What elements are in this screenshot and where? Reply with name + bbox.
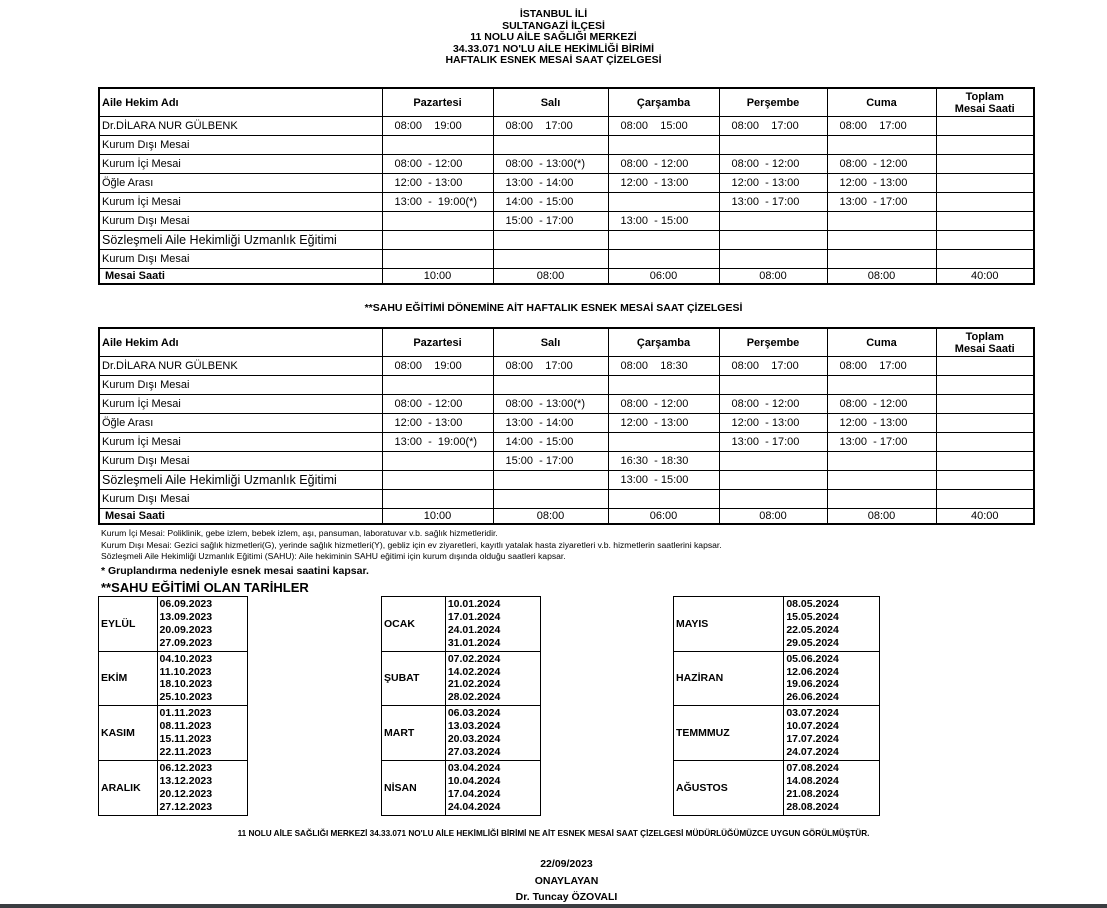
training-date: 14.02.2024	[447, 665, 501, 678]
month-row	[382, 597, 541, 652]
table-row	[99, 433, 1034, 452]
total-header-line1: Toplam	[965, 330, 1004, 343]
training-date: 21.02.2024	[447, 678, 501, 691]
training-date: 28.02.2024	[447, 691, 501, 704]
month-row	[674, 706, 880, 761]
weekly-schedule-table	[98, 87, 1035, 285]
table-row	[99, 414, 1034, 433]
schedule-cell: 13:00 - 17:00	[719, 193, 827, 212]
total-hours-value: 08:00	[493, 509, 608, 525]
row-label: Öğle Arası	[99, 414, 382, 433]
schedule-cell	[827, 212, 936, 231]
month-row	[99, 597, 248, 652]
total-hours-value: 40:00	[936, 509, 1034, 525]
table-row	[99, 117, 1034, 136]
table-row	[99, 471, 1034, 490]
schedule-cell: 08:00 17:00	[719, 117, 827, 136]
training-date: 06.12.2023	[159, 761, 213, 774]
schedule-cell	[608, 231, 719, 250]
approval-date: 22/09/2023	[540, 858, 593, 870]
schedule-cell	[719, 136, 827, 155]
training-date: 05.06.2024	[786, 652, 839, 665]
total-hours-value: 06:00	[608, 269, 719, 285]
row-label: Kurum Dışı Mesai	[99, 452, 382, 471]
schedule-cell	[936, 231, 1034, 250]
bottom-edge-bar	[0, 904, 1107, 908]
schedule-cell: 08:00 18:30	[608, 357, 719, 376]
schedule-cell	[608, 136, 719, 155]
schedule-cell: 08:00 17:00	[493, 117, 608, 136]
schedule-cell	[608, 376, 719, 395]
column-header-tuesday: Salı	[493, 328, 608, 357]
training-date: 26.06.2024	[786, 691, 839, 704]
training-date: 06.03.2024	[447, 707, 501, 720]
column-header-monday: Pazartesi	[382, 88, 493, 117]
training-date: 27.09.2023	[159, 636, 213, 649]
month-name: EYLÜL	[99, 597, 158, 652]
schedule-cell	[493, 490, 608, 509]
training-date: 24.07.2024	[786, 745, 839, 758]
schedule-cell	[827, 452, 936, 471]
schedule-cell: 08:00 19:00	[382, 357, 493, 376]
schedule-cell	[936, 376, 1034, 395]
schedule-cell: 13:00 - 19:00(*)	[382, 433, 493, 452]
schedule-cell: 12:00 - 13:00	[827, 174, 936, 193]
training-date: 11.10.2023	[159, 665, 212, 678]
schedule-cell	[608, 193, 719, 212]
month-row	[99, 760, 248, 815]
sahu-dates-table-1	[98, 596, 248, 816]
month-row	[99, 651, 248, 706]
training-date: 28.08.2024	[786, 800, 839, 813]
row-label: Öğle Arası	[99, 174, 382, 193]
schedule-cell: 08:00 - 12:00	[719, 155, 827, 174]
schedule-cell	[827, 490, 936, 509]
schedule-cell: 08:00 - 12:00	[382, 395, 493, 414]
row-label: Kurum Dışı Mesai	[99, 212, 382, 231]
month-name: AĞUSTOS	[674, 760, 784, 815]
total-hours-value: 08:00	[719, 269, 827, 285]
training-date: 08.05.2024	[786, 598, 839, 610]
training-date: 22.05.2024	[786, 623, 839, 636]
month-dates	[445, 597, 540, 652]
schedule-cell	[719, 212, 827, 231]
schedule-cell	[936, 117, 1034, 136]
column-header-friday: Cuma	[827, 88, 936, 117]
sahu-schedule-table	[98, 327, 1035, 525]
total-hours-value: 08:00	[827, 509, 936, 525]
schedule-cell: 12:00 - 13:00	[827, 414, 936, 433]
schedule-cell: 08:00 - 12:00	[608, 395, 719, 414]
schedule-cell	[719, 452, 827, 471]
training-date: 27.12.2023	[159, 800, 213, 813]
schedule-cell	[719, 231, 827, 250]
month-name: OCAK	[382, 597, 446, 652]
schedule-cell	[936, 452, 1034, 471]
schedule-cell: 08:00 - 12:00	[827, 155, 936, 174]
schedule-cell: 08:00 19:00	[382, 117, 493, 136]
schedule-cell	[382, 136, 493, 155]
schedule-cell: 08:00 17:00	[493, 357, 608, 376]
total-hours-value: 10:00	[382, 269, 493, 285]
schedule-cell	[382, 250, 493, 269]
total-hours-value: 08:00	[493, 269, 608, 285]
month-name: EKİM	[99, 651, 158, 706]
schedule-cell: 12:00 - 13:00	[382, 174, 493, 193]
training-date: 01.11.2023	[159, 707, 212, 720]
column-header-wednesday: Çarşamba	[608, 328, 719, 357]
month-row	[382, 651, 541, 706]
row-label: Kurum Dışı Mesai	[99, 490, 382, 509]
row-label: Kurum Dışı Mesai	[99, 250, 382, 269]
note-sahu: Sözleşmeli Aile Hekimliği Uzmanlık Eğitimi (SAHU): Aile hekiminin SAHU eğitimi için kurum dışında olduğu saatleri kapsar.	[101, 551, 566, 561]
training-date: 15.11.2023	[159, 733, 212, 746]
table-row	[99, 231, 1034, 250]
schedule-cell: 13:00 - 14:00	[493, 174, 608, 193]
month-row	[382, 760, 541, 815]
note-kurum-ici: Kurum İçi Mesai: Poliklinik, gebe izlem, bebek izlem, aşı, pansuman, laboratuvar v.b. sağlık hizmetleridir.	[101, 528, 498, 538]
training-date: 13.03.2024	[447, 720, 501, 733]
schedule-cell: 08:00 - 13:00(*)	[493, 155, 608, 174]
table-header-row	[99, 328, 1034, 357]
schedule-cell: 08:00 - 12:00	[719, 395, 827, 414]
table-row	[99, 212, 1034, 231]
schedule-cell: 08:00 17:00	[827, 117, 936, 136]
schedule-cell	[719, 490, 827, 509]
schedule-cell	[936, 212, 1034, 231]
schedule-cell: 08:00 - 12:00	[827, 395, 936, 414]
schedule-cell	[382, 490, 493, 509]
schedule-cell	[827, 136, 936, 155]
schedule-cell	[382, 212, 493, 231]
schedule-cell	[608, 490, 719, 509]
training-date: 21.08.2024	[786, 787, 839, 800]
approval-statement: 11 NOLU AİLE SAĞLIĞI MERKEZİ 34.33.071 NO'LU AİLE HEKİMLİĞİ BİRİMİ NE AİT ESNEK MESAİ SAAT ÇİZELGESİ MÜDÜRLÜĞÜMÜZCE UYGUN GÖRÜLMÜŞTÜR.	[237, 829, 870, 838]
training-date: 04.10.2023	[159, 652, 213, 665]
month-dates	[157, 706, 247, 761]
training-date: 10.01.2024	[447, 598, 501, 610]
schedule-cell: 16:30 - 18:30	[608, 452, 719, 471]
month-name: TEMMMUZ	[674, 706, 784, 761]
total-header-line2: Mesai Saati	[954, 342, 1015, 355]
month-dates	[784, 760, 880, 815]
month-row	[674, 760, 880, 815]
month-dates	[157, 597, 247, 652]
table-row	[99, 155, 1034, 174]
schedule-cell	[827, 471, 936, 490]
schedule-cell	[936, 174, 1034, 193]
table-row	[99, 193, 1034, 212]
training-date: 20.09.2023	[159, 623, 213, 636]
schedule-cell	[719, 471, 827, 490]
month-dates	[445, 706, 540, 761]
schedule-cell: 15:00 - 17:00	[493, 212, 608, 231]
schedule-cell	[936, 471, 1034, 490]
training-date: 13.09.2023	[159, 610, 213, 623]
month-dates	[157, 651, 247, 706]
schedule-cell	[608, 433, 719, 452]
schedule-cell: 08:00 - 13:00(*)	[493, 395, 608, 414]
schedule-cell: 12:00 - 13:00	[608, 174, 719, 193]
training-date: 29.05.2024	[786, 636, 839, 649]
column-header-total	[936, 88, 1034, 117]
schedule-cell: 08:00 - 12:00	[608, 155, 719, 174]
training-date: 20.12.2023	[159, 787, 213, 800]
header-center: 11 NOLU AİLE SAĞLIĞI MERKEZİ	[470, 31, 637, 44]
schedule-cell: 08:00 - 12:00	[382, 155, 493, 174]
document-header	[0, 9, 1107, 67]
schedule-cell	[719, 376, 827, 395]
training-date: 20.03.2024	[447, 733, 501, 746]
schedule-cell	[936, 136, 1034, 155]
schedule-cell: 13:00 - 15:00	[608, 471, 719, 490]
notes	[101, 528, 722, 563]
training-date: 25.10.2023	[159, 691, 213, 704]
month-dates	[445, 651, 540, 706]
schedule-cell	[608, 250, 719, 269]
schedule-cell	[936, 433, 1034, 452]
column-header-total	[936, 328, 1034, 357]
training-date: 19.06.2024	[786, 678, 839, 691]
table-header-row	[99, 88, 1034, 117]
row-label: Kurum İçi Mesai	[99, 155, 382, 174]
schedule-cell: 12:00 - 13:00	[719, 414, 827, 433]
schedule-cell	[719, 250, 827, 269]
schedule-cell	[382, 231, 493, 250]
schedule-cell: 12:00 - 13:00	[719, 174, 827, 193]
month-dates	[784, 597, 880, 652]
table-row	[99, 174, 1034, 193]
schedule-cell: 14:00 - 15:00	[493, 193, 608, 212]
schedule-cell: 13:00 - 15:00	[608, 212, 719, 231]
schedule-cell	[936, 250, 1034, 269]
total-hours-value: 08:00	[827, 269, 936, 285]
month-name: HAZİRAN	[674, 651, 784, 706]
month-name: KASIM	[99, 706, 158, 761]
month-name: MART	[382, 706, 446, 761]
total-hours-row	[99, 269, 1034, 285]
total-hours-label: Mesai Saati	[99, 269, 382, 285]
training-date: 07.08.2024	[786, 761, 839, 774]
note-kurum-disi: Kurum Dışı Mesai: Gezici sağlık hizmetleri(G), yerinde sağlık hizmetleri(Y), gebliz için ev ziyaretleri, kayıtlı yatalak hasta ziyaretleri v.b. hizmetlerin saatlerini kapsar.	[101, 539, 722, 550]
total-header-line1: Toplam	[965, 90, 1004, 103]
row-label: Kurum Dışı Mesai	[99, 376, 382, 395]
month-dates	[784, 651, 880, 706]
schedule-cell: 15:00 - 17:00	[493, 452, 608, 471]
month-name: ŞUBAT	[382, 651, 446, 706]
row-label: Sözleşmeli Aile Hekimliği Uzmanlık Eğitimi	[99, 231, 382, 250]
schedule-cell	[493, 250, 608, 269]
sahu-dates-title: **SAHU EĞİTİMİ OLAN TARİHLER	[101, 580, 309, 595]
schedule-cell	[382, 376, 493, 395]
training-date: 03.04.2024	[447, 761, 501, 774]
training-date: 31.01.2024	[447, 636, 501, 649]
training-date: 18.10.2023	[159, 678, 213, 691]
schedule-cell: 12:00 - 13:00	[608, 414, 719, 433]
column-header-thursday: Perşembe	[719, 88, 827, 117]
month-name: MAYIS	[674, 597, 784, 652]
schedule-cell: 13:00 - 14:00	[493, 414, 608, 433]
table-row	[99, 452, 1034, 471]
training-date: 17.07.2024	[786, 733, 839, 746]
training-date: 06.09.2023	[159, 598, 213, 610]
schedule-cell	[936, 395, 1034, 414]
column-header-thursday: Perşembe	[719, 328, 827, 357]
sahu-dates-table-2	[381, 596, 541, 816]
training-date: 22.11.2023	[159, 745, 212, 758]
sahu-dates-table-3	[673, 596, 880, 816]
row-label: Kurum İçi Mesai	[99, 395, 382, 414]
schedule-cell	[936, 490, 1034, 509]
schedule-cell: 14:00 - 15:00	[493, 433, 608, 452]
table-row	[99, 250, 1034, 269]
approver-name: Dr. Tuncay ÖZOVALI	[515, 891, 618, 903]
column-header-friday: Cuma	[827, 328, 936, 357]
training-date: 07.02.2024	[447, 652, 501, 665]
training-date: 03.07.2024	[786, 707, 839, 720]
row-label: Sözleşmeli Aile Hekimliği Uzmanlık Eğitimi	[99, 471, 382, 490]
total-hours-row	[99, 509, 1034, 525]
training-date: 24.01.2024	[447, 623, 501, 636]
schedule-cell: 13:00 - 17:00	[827, 193, 936, 212]
table-row	[99, 395, 1034, 414]
header-province: İSTANBUL İLİ	[519, 8, 588, 20]
training-date: 27.03.2024	[447, 745, 501, 758]
schedule-cell: 13:00 - 17:00	[827, 433, 936, 452]
row-label: Dr.DİLARA NUR GÜLBENK	[99, 117, 382, 136]
training-date: 13.12.2023	[159, 774, 213, 787]
month-name: ARALIK	[99, 760, 158, 815]
schedule-cell	[827, 250, 936, 269]
training-date: 24.04.2024	[447, 800, 501, 813]
sahu-schedule-title: **SAHU EĞİTİMİ DÖNEMİNE AİT HAFTALIK ESNEK MESAİ SAAT ÇİZELGESİ	[364, 302, 743, 314]
month-row	[99, 706, 248, 761]
row-label: Kurum İçi Mesai	[99, 193, 382, 212]
column-header-tuesday: Salı	[493, 88, 608, 117]
row-label: Dr.DİLARA NUR GÜLBENK	[99, 357, 382, 376]
header-unit: 34.33.071 NO'LU AİLE HEKİMLİĞİ BİRİMİ	[452, 42, 655, 55]
schedule-cell: 13:00 - 17:00	[719, 433, 827, 452]
table-row	[99, 490, 1034, 509]
schedule-cell	[936, 155, 1034, 174]
column-header-name: Aile Hekim Adı	[99, 88, 382, 117]
schedule-cell	[827, 376, 936, 395]
table-row	[99, 357, 1034, 376]
training-date: 15.05.2024	[786, 610, 839, 623]
note-grouping: * Gruplandırma nedeniyle esnek mesai saatini kapsar.	[101, 565, 369, 577]
row-label: Kurum Dışı Mesai	[99, 136, 382, 155]
table-row	[99, 136, 1034, 155]
table-row	[99, 376, 1034, 395]
month-dates	[784, 706, 880, 761]
header-district: SULTANGAZİ İLÇESİ	[502, 19, 605, 32]
schedule-cell	[493, 136, 608, 155]
training-date: 08.11.2023	[159, 720, 212, 733]
header-title: HAFTALIK ESNEK MESAİ SAAT ÇİZELGESİ	[445, 54, 662, 67]
schedule-cell	[382, 471, 493, 490]
row-label: Kurum İçi Mesai	[99, 433, 382, 452]
month-dates	[445, 760, 540, 815]
schedule-cell: 13:00 - 19:00(*)	[382, 193, 493, 212]
month-row	[674, 651, 880, 706]
total-hours-value: 40:00	[936, 269, 1034, 285]
column-header-name: Aile Hekim Adı	[99, 328, 382, 357]
schedule-cell: 08:00 17:00	[719, 357, 827, 376]
schedule-cell	[827, 231, 936, 250]
total-hours-value: 10:00	[382, 509, 493, 525]
schedule-cell	[936, 193, 1034, 212]
training-date: 17.04.2024	[447, 787, 501, 800]
training-date: 14.08.2024	[786, 774, 839, 787]
schedule-cell: 08:00 17:00	[827, 357, 936, 376]
schedule-cell	[493, 376, 608, 395]
total-hours-value: 08:00	[719, 509, 827, 525]
schedule-cell	[936, 357, 1034, 376]
total-hours-label: Mesai Saati	[99, 509, 382, 525]
month-dates	[157, 760, 247, 815]
training-date: 10.04.2024	[447, 774, 501, 787]
training-date: 12.06.2024	[786, 665, 839, 678]
approver-title: ONAYLAYAN	[534, 875, 599, 887]
training-date: 10.07.2024	[786, 720, 839, 733]
training-date: 17.01.2024	[447, 610, 501, 623]
schedule-cell	[382, 452, 493, 471]
schedule-cell	[936, 414, 1034, 433]
schedule-cell	[493, 231, 608, 250]
schedule-cell: 08:00 15:00	[608, 117, 719, 136]
month-row	[674, 597, 880, 652]
month-name: NİSAN	[382, 760, 446, 815]
column-header-wednesday: Çarşamba	[608, 88, 719, 117]
column-header-monday: Pazartesi	[382, 328, 493, 357]
schedule-cell	[493, 471, 608, 490]
month-row	[382, 706, 541, 761]
total-hours-value: 06:00	[608, 509, 719, 525]
total-header-line2: Mesai Saati	[954, 102, 1015, 115]
schedule-cell: 12:00 - 13:00	[382, 414, 493, 433]
